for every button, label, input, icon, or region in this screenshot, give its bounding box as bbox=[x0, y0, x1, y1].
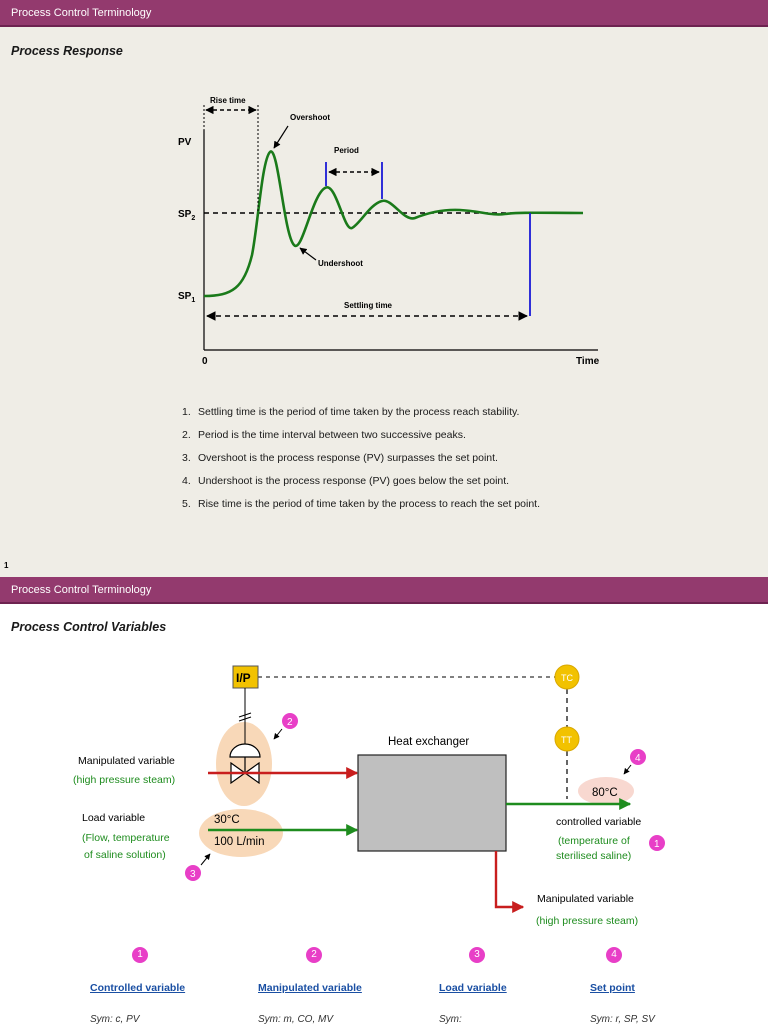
y-label-pv: PV bbox=[178, 137, 192, 148]
definition-badge: 2 bbox=[306, 947, 322, 963]
manipulated-variable-link[interactable]: Manipulated variable bbox=[258, 982, 362, 994]
x-label-origin: 0 bbox=[202, 356, 208, 367]
overshoot-arrow bbox=[274, 126, 288, 148]
controlled-detail-line2: sterilised saline) bbox=[556, 850, 632, 862]
badge-3-arrow bbox=[201, 854, 210, 865]
controlled-label: controlled variable bbox=[556, 816, 642, 828]
slide-header: Process Control Terminology bbox=[0, 577, 768, 604]
definition-symbol: Sym: c, PV bbox=[90, 1014, 140, 1024]
list-item: 5. Rise time is the period of time taken by the process to reach the set point. bbox=[182, 498, 541, 510]
definitions-list bbox=[182, 405, 540, 520]
list-item: 3. Overshoot is the process response (PV) surpasses the set point. bbox=[182, 452, 498, 464]
section-title: Process Response bbox=[11, 44, 123, 58]
badge-2-arrow bbox=[274, 729, 282, 739]
slide-process-control-variables bbox=[0, 577, 768, 1024]
response-curve bbox=[204, 152, 583, 296]
setpoint-value: 80°C bbox=[592, 787, 618, 799]
page-number: 1 bbox=[4, 561, 9, 570]
list-item: 1. Settling time is the period of time taken by the process reach stability. bbox=[182, 406, 520, 418]
annotation-period: Period bbox=[334, 146, 359, 155]
list-item: 4. Undershoot is the process response (PV) goes below the set point. bbox=[182, 475, 510, 487]
slide-header: Process Control Terminology bbox=[0, 0, 768, 27]
manipulated-out-detail: (high pressure steam) bbox=[536, 915, 639, 927]
undershoot-arrow bbox=[300, 248, 316, 260]
load-label: Load variable bbox=[82, 812, 146, 824]
badge-4-arrow bbox=[624, 765, 631, 774]
manipulated-out-label: Manipulated variable bbox=[537, 893, 634, 905]
x-label-time: Time bbox=[576, 356, 600, 367]
process-control-diagram bbox=[0, 577, 768, 947]
set-point-link[interactable]: Set point bbox=[590, 982, 635, 994]
definition-symbol: Sym: r, SP, SV bbox=[590, 1014, 655, 1024]
definition-badge: 3 bbox=[469, 947, 485, 963]
ip-label: I/P bbox=[236, 671, 251, 685]
badge-2-label: 2 bbox=[287, 717, 293, 728]
process-response-chart bbox=[0, 0, 768, 390]
manipulated-in-detail: (high pressure steam) bbox=[73, 774, 176, 786]
badge-4-label: 4 bbox=[635, 753, 641, 764]
definition-badge: 4 bbox=[606, 947, 622, 963]
badge-1-label: 1 bbox=[654, 839, 660, 850]
definition-symbol: Sym: bbox=[439, 1014, 462, 1024]
load-variable-link[interactable]: Load variable bbox=[439, 982, 507, 994]
heat-exchanger bbox=[358, 755, 506, 851]
load-highlight bbox=[199, 809, 283, 857]
load-flow-value: 100 L/min bbox=[214, 836, 265, 848]
controlled-detail-line1: (temperature of bbox=[558, 835, 630, 847]
heat-exchanger-label: Heat exchanger bbox=[388, 736, 470, 748]
annotation-overshoot: Overshoot bbox=[290, 113, 331, 122]
definition-badge: 1 bbox=[132, 947, 148, 963]
manipulated-in-label: Manipulated variable bbox=[78, 755, 175, 767]
y-label-sp1: $SP_1$ bbox=[178, 291, 196, 304]
definition-symbol: Sym: m, CO, MV bbox=[258, 1014, 333, 1024]
y-label-sp2: $SP_2$ bbox=[178, 209, 196, 222]
steam-outlet-pipe bbox=[496, 851, 523, 907]
controlled-variable-link[interactable]: Controlled variable bbox=[90, 982, 186, 994]
annotation-rise-time: Rise time bbox=[210, 96, 246, 105]
valve-highlight bbox=[216, 722, 272, 806]
annotation-undershoot: Undershoot bbox=[318, 259, 363, 268]
load-detail-line1: (Flow, temperature bbox=[82, 832, 170, 844]
load-temperature-value: 30°C bbox=[214, 814, 240, 826]
tc-label: TC bbox=[561, 673, 573, 683]
list-item: 2. Period is the time interval between two successive peaks. bbox=[182, 429, 466, 441]
annotation-settling-time: Settling time bbox=[344, 301, 393, 310]
tt-label: TT bbox=[561, 735, 572, 745]
badge-3-label: 3 bbox=[190, 869, 196, 880]
load-detail-line2: of saline solution) bbox=[84, 849, 166, 861]
section-title: Process Control Variables bbox=[11, 620, 167, 634]
definitions-row bbox=[0, 947, 768, 1024]
